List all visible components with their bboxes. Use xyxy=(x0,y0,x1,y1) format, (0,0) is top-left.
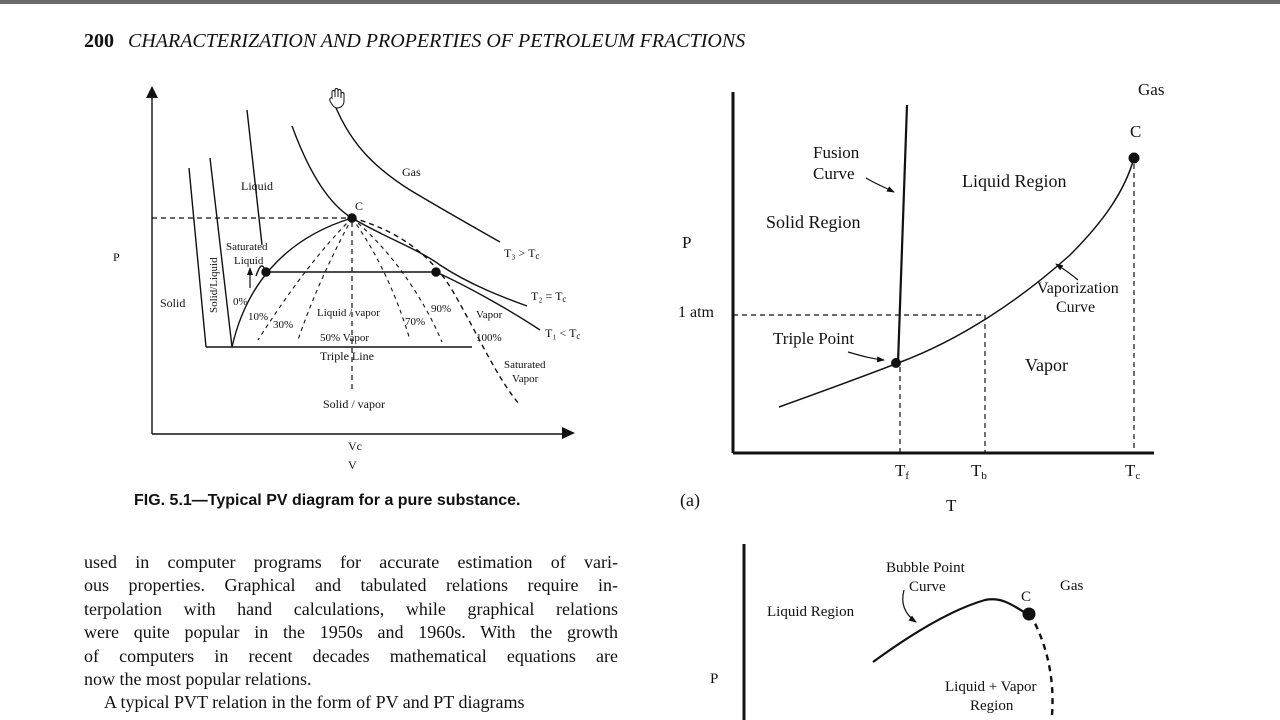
body-line: now the most popular relations. xyxy=(84,669,312,690)
pt-labels xyxy=(678,80,1164,515)
solid-boundary-line xyxy=(189,168,206,347)
pv-quality-100: 100% xyxy=(476,332,502,344)
triple-point-label: Triple Point xyxy=(773,329,855,348)
triple-point-arrow xyxy=(848,352,884,360)
bubble-p-label: P xyxy=(710,671,719,687)
pt-liquid-region-label: Liquid Region xyxy=(962,171,1067,191)
panel-a-label: (a) xyxy=(680,490,700,510)
pv-50-vapor-label: 50% Vapor xyxy=(320,332,369,344)
dew-point-curve xyxy=(1030,614,1053,715)
pv-labels xyxy=(113,165,580,472)
pt-diagram xyxy=(733,92,1154,453)
fusion-curve-arrow xyxy=(866,178,894,192)
hand-cursor-icon xyxy=(330,89,344,109)
pv-saturated-vapor-line2: Vapor xyxy=(512,373,539,385)
pv-quality-70: 70% xyxy=(405,316,426,328)
pv-vapor-label: Vapor xyxy=(476,309,503,321)
liquid-vapor-region-line1: Liquid + Vapor xyxy=(945,679,1037,695)
pv-t2-label: T₂ = Tc xyxy=(531,289,567,304)
pv-saturated-liquid-line1: Saturated xyxy=(226,241,268,253)
quality-line-30 xyxy=(298,218,352,340)
pv-saturated-vapor-line1: Saturated xyxy=(504,359,546,371)
pv-t1-label: T₁ < Tc xyxy=(545,326,581,341)
fusion-label-line1: Fusion xyxy=(813,143,860,162)
pv-gas-label: Gas xyxy=(402,165,421,179)
bubble-labels xyxy=(710,560,1083,714)
vaporization-label-line1: Vaporization xyxy=(1037,280,1119,297)
bubble-label-line2: Curve xyxy=(909,579,946,595)
pv-quality-10: 10% xyxy=(248,311,269,323)
triple-point-dot xyxy=(892,359,901,368)
dew-point-dot xyxy=(432,268,440,276)
quality-line-70 xyxy=(352,218,410,340)
bubble-point-dot xyxy=(262,268,270,276)
pt-t-label: T xyxy=(946,496,957,515)
pv-p-label: P xyxy=(113,250,120,264)
bubble-c-label: C xyxy=(1021,589,1032,605)
pv-triple-line-label: Triple Line xyxy=(320,349,374,363)
tf-label: Tf xyxy=(895,461,910,482)
bubble-label-line1: Bubble Point xyxy=(886,560,965,576)
liquid-isotherm-line xyxy=(247,110,262,245)
page-number: 200 xyxy=(84,30,114,52)
pv-v-axis-arrow xyxy=(562,427,575,439)
bubble-gas-label: Gas xyxy=(1060,578,1084,594)
pv-quality-90: 90% xyxy=(431,303,452,315)
vaporization-arrow xyxy=(1056,264,1078,280)
pv-solid-label: Solid xyxy=(160,296,186,310)
body-paragraph xyxy=(84,551,618,715)
bubble-point-curve xyxy=(873,599,1027,662)
liquid-vapor-region-line2: Region xyxy=(970,698,1014,714)
body-line: were quite popular in the 1950s and 1960s. With the growth xyxy=(84,622,618,643)
pv-liquid-label: Liquid xyxy=(241,179,273,193)
pv-vc-label: Vc xyxy=(348,439,362,453)
pv-solid-liquid-label: Solid/Liquid xyxy=(208,257,220,313)
body-line: of computers in recent decades mathematical equations are xyxy=(84,645,618,666)
body-line: A typical PVT relation in the form of PV and PT diagrams xyxy=(104,692,525,713)
one-atm-label: 1 atm xyxy=(678,304,714,321)
pv-solid-vapor-label: Solid / vapor xyxy=(323,397,385,411)
pv-t3-label: T₃ > Tc xyxy=(504,246,540,261)
isotherm-t2 xyxy=(292,126,527,306)
vaporization-label-line2: Curve xyxy=(1056,299,1096,316)
fusion-label-line2: Curve xyxy=(813,164,855,183)
pv-c-label: C xyxy=(355,199,364,213)
tc-label: Tc xyxy=(1125,461,1141,482)
body-line: used in computer programs for accurate estimation of vari- xyxy=(84,552,618,572)
figure-caption: FIG. 5.1—Typical PV diagram for a pure substance. xyxy=(134,492,521,509)
pt-gas-label: Gas xyxy=(1138,80,1165,99)
pv-v-label: V xyxy=(348,458,357,472)
bubble-liquid-region-label: Liquid Region xyxy=(767,604,855,620)
pt-solid-region-label: Solid Region xyxy=(766,212,861,232)
pv-quality-30: 30% xyxy=(273,319,294,331)
pv-p-axis-arrow xyxy=(146,86,158,98)
pt-p-label: P xyxy=(682,233,692,252)
pt-vapor-label: Vapor xyxy=(1025,355,1068,375)
tb-label: Tb xyxy=(971,461,987,482)
running-title: CHARACTERIZATION AND PROPERTIES OF PETROLEUM FRACTIONS xyxy=(128,30,746,52)
pv-liquid-vapor-label: Liquid / vapor xyxy=(317,307,380,319)
bubble-critical-point-dot xyxy=(1023,608,1035,620)
body-line: ous properties. Graphical and tabulated relations require in- xyxy=(84,575,618,596)
fusion-curve xyxy=(898,105,907,363)
body-line: terpolation with hand calculations, while graphical relations xyxy=(84,598,618,619)
pt-critical-point-dot xyxy=(1129,153,1139,163)
pt-c-label: C xyxy=(1130,122,1142,141)
pv-saturated-liquid-line2: Liquid xyxy=(234,255,264,267)
pv-quality-0: 0% xyxy=(233,296,248,308)
